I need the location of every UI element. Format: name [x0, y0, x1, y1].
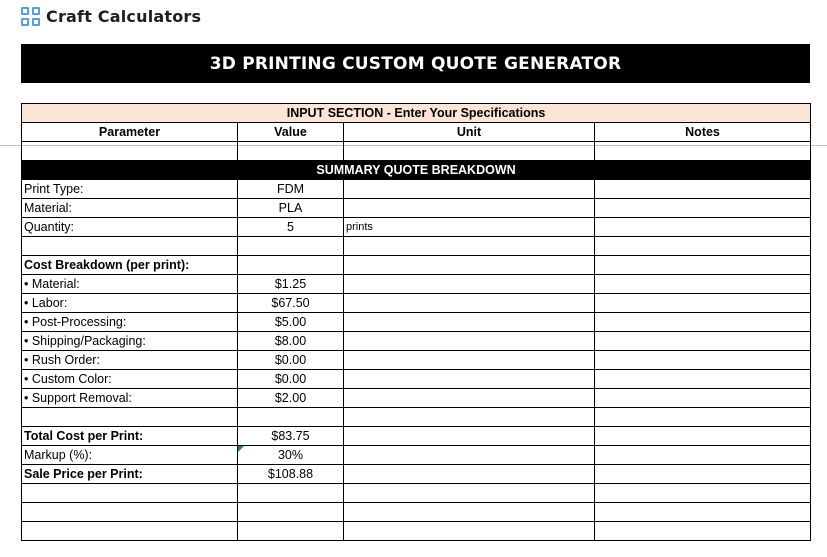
cell[interactable]: [344, 370, 595, 389]
cell[interactable]: [595, 446, 811, 465]
brand-header: [21, 6, 201, 26]
cell[interactable]: [344, 427, 595, 446]
input-section-heading: INPUT SECTION - Enter Your Specifications: [22, 104, 811, 123]
cell[interactable]: [595, 427, 811, 446]
table-row: [22, 389, 811, 408]
row-value[interactable]: $0.00: [238, 370, 344, 389]
cell[interactable]: [595, 275, 811, 294]
column-header-unit[interactable]: Unit: [344, 123, 595, 142]
column-header-notes[interactable]: Notes: [595, 123, 811, 142]
cell[interactable]: [344, 351, 595, 370]
table-row: [22, 446, 811, 465]
row-value[interactable]: $5.00: [238, 313, 344, 332]
page-title-bar: [21, 44, 810, 83]
table-row: [22, 218, 811, 237]
cell[interactable]: [344, 522, 595, 541]
quote-sheet: [21, 103, 811, 541]
blank-row: [22, 237, 811, 256]
page-title: 3D PRINTING CUSTOM QUOTE GENERATOR: [209, 53, 622, 74]
table-row: [22, 370, 811, 389]
cell[interactable]: [22, 522, 238, 541]
brand-name: Craft Calculators: [46, 6, 202, 26]
row-label[interactable]: • Shipping/Packaging:: [22, 332, 238, 351]
blank-row: [22, 142, 811, 161]
sale-price-value[interactable]: $108.88: [238, 465, 344, 484]
cell[interactable]: [595, 465, 811, 484]
table-row: [22, 313, 811, 332]
cell[interactable]: [595, 408, 811, 427]
blank-row: [22, 484, 811, 503]
table-row: [22, 465, 811, 484]
cell[interactable]: [344, 484, 595, 503]
row-notes[interactable]: [595, 218, 811, 237]
cell[interactable]: [22, 503, 238, 522]
column-header-parameter[interactable]: Parameter: [22, 123, 238, 142]
blank-row: [22, 522, 811, 541]
cell[interactable]: [238, 142, 344, 161]
row-notes[interactable]: [595, 199, 811, 218]
cell[interactable]: [595, 351, 811, 370]
total-cost-value[interactable]: $83.75: [238, 427, 344, 446]
row-label[interactable]: • Material:: [22, 275, 238, 294]
sale-price-label[interactable]: Sale Price per Print:: [22, 465, 238, 484]
cell[interactable]: [595, 256, 811, 275]
cell[interactable]: [595, 389, 811, 408]
input-section-header-row: [22, 104, 811, 123]
cell[interactable]: [595, 142, 811, 161]
cell[interactable]: [238, 503, 344, 522]
cell[interactable]: [344, 408, 595, 427]
row-unit[interactable]: [344, 180, 595, 199]
row-value[interactable]: $0.00: [238, 351, 344, 370]
column-header-row: [22, 123, 811, 142]
row-notes[interactable]: [595, 180, 811, 199]
table-row: [22, 199, 811, 218]
cell[interactable]: [344, 313, 595, 332]
blank-row: [22, 408, 811, 427]
cell[interactable]: [344, 294, 595, 313]
markup-value[interactable]: 30%: [238, 446, 344, 465]
table-row: [22, 256, 811, 275]
row-label[interactable]: • Support Removal:: [22, 389, 238, 408]
row-label[interactable]: Print Type:: [22, 180, 238, 199]
cell[interactable]: [344, 275, 595, 294]
cell[interactable]: [595, 313, 811, 332]
table-row: [22, 180, 811, 199]
cell[interactable]: [595, 332, 811, 351]
cell[interactable]: [238, 237, 344, 256]
table-row: [22, 427, 811, 446]
cell[interactable]: [595, 294, 811, 313]
cell[interactable]: [344, 256, 595, 275]
table-row: [22, 351, 811, 370]
cell[interactable]: [595, 484, 811, 503]
cell[interactable]: [238, 522, 344, 541]
cell[interactable]: [344, 237, 595, 256]
row-label[interactable]: • Rush Order:: [22, 351, 238, 370]
cell[interactable]: [22, 237, 238, 256]
cost-breakdown-label[interactable]: Cost Breakdown (per print):: [22, 256, 238, 275]
markup-label[interactable]: Markup (%):: [22, 446, 238, 465]
cell[interactable]: [238, 408, 344, 427]
cell[interactable]: [344, 503, 595, 522]
table-row: [22, 275, 811, 294]
cell[interactable]: [595, 503, 811, 522]
row-label[interactable]: • Labor:: [22, 294, 238, 313]
row-label[interactable]: • Custom Color:: [22, 370, 238, 389]
row-value[interactable]: 5: [238, 218, 344, 237]
row-value[interactable]: $1.25: [238, 275, 344, 294]
row-label[interactable]: Material:: [22, 199, 238, 218]
cell[interactable]: [344, 446, 595, 465]
cell[interactable]: [344, 142, 595, 161]
total-cost-label[interactable]: Total Cost per Print:: [22, 427, 238, 446]
blank-row: [22, 503, 811, 522]
cell[interactable]: [22, 142, 238, 161]
summary-heading: SUMMARY QUOTE BREAKDOWN: [22, 161, 811, 180]
cell[interactable]: [238, 256, 344, 275]
cell[interactable]: [595, 237, 811, 256]
table-row: [22, 332, 811, 351]
cell[interactable]: [344, 389, 595, 408]
cell[interactable]: [22, 484, 238, 503]
cell[interactable]: [344, 465, 595, 484]
grid-logo-icon: [21, 7, 40, 26]
cell[interactable]: [595, 370, 811, 389]
table-row: [22, 294, 811, 313]
cell[interactable]: [344, 332, 595, 351]
row-value[interactable]: FDM: [238, 180, 344, 199]
row-label[interactable]: • Post-Processing:: [22, 313, 238, 332]
row-value[interactable]: $8.00: [238, 332, 344, 351]
row-label[interactable]: Quantity:: [22, 218, 238, 237]
cell[interactable]: [238, 484, 344, 503]
column-header-value[interactable]: Value: [238, 123, 344, 142]
row-value[interactable]: $2.00: [238, 389, 344, 408]
summary-header-row: [22, 161, 811, 180]
row-unit[interactable]: prints: [344, 218, 595, 237]
cell[interactable]: [22, 408, 238, 427]
row-unit[interactable]: [344, 199, 595, 218]
row-value[interactable]: PLA: [238, 199, 344, 218]
row-value[interactable]: $67.50: [238, 294, 344, 313]
cell[interactable]: [595, 522, 811, 541]
